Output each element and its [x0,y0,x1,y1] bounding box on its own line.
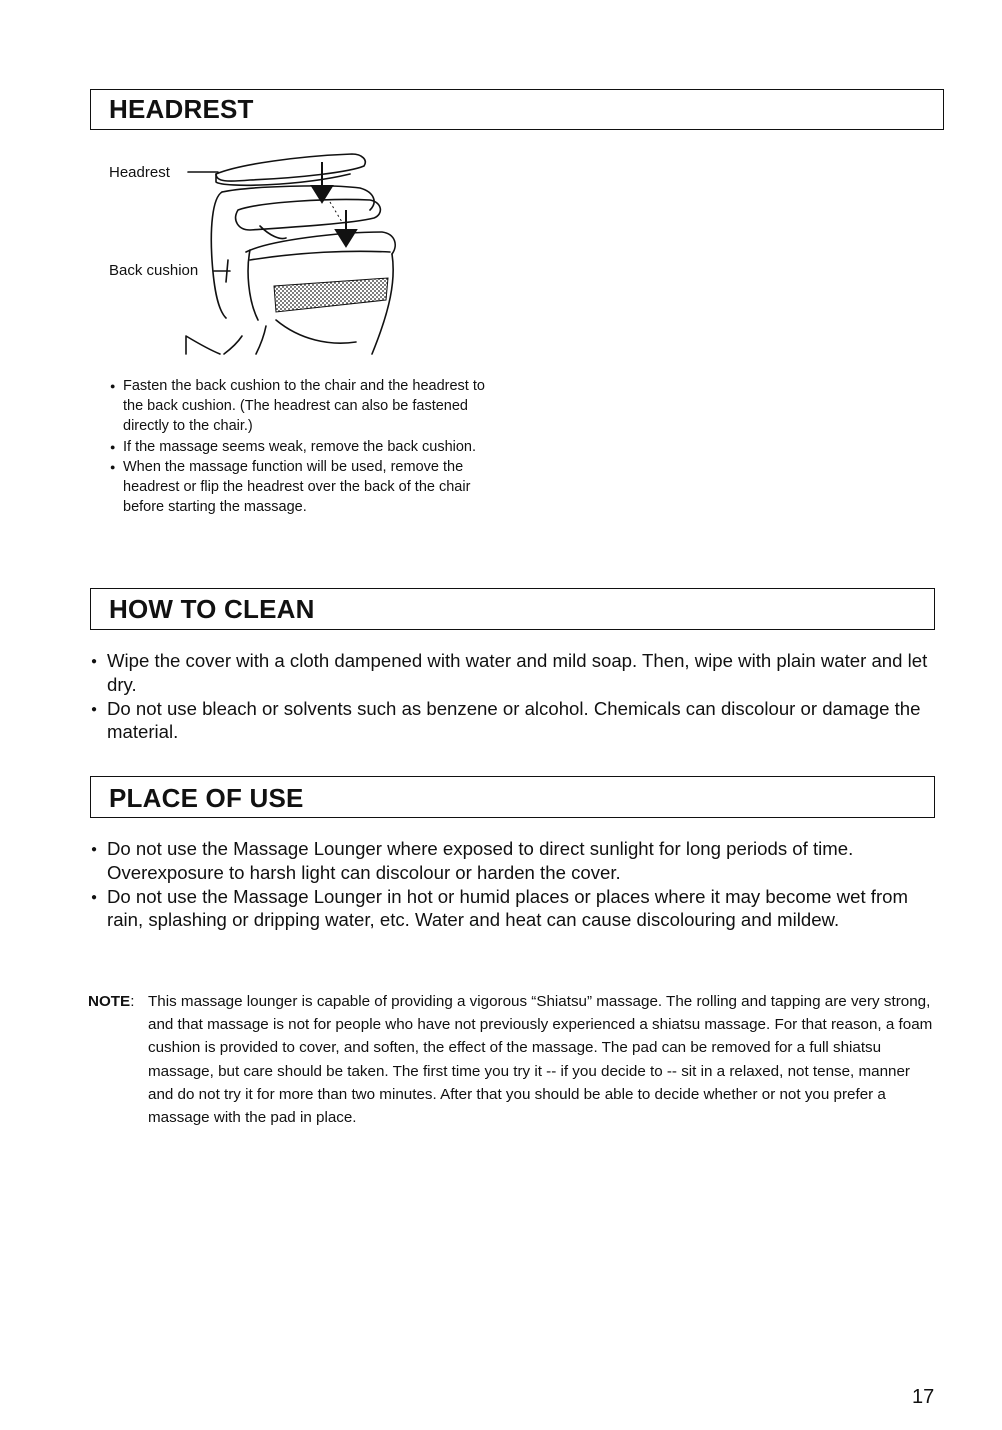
headrest-bullet-1: ● Fasten the back cushion to the chair and the headrest to the back cushion. (The headrest can also be fastened directly to the chair.) [108,376,508,437]
how-to-clean-section-header [90,588,935,630]
headrest-instructions [108,376,508,517]
back-cushion-label: Back cushion [109,262,199,279]
note-colon: : [130,993,135,1010]
place-of-use-section-header [90,776,935,818]
clean-bullet-1: ● Wipe the cover with a cloth dampened with water and mild soap. Then, wipe with plain water and let dry. [88,649,928,697]
headrest-section-header [90,89,944,130]
headrest-bullet-2: ● If the massage seems weak, remove the back cushion. [108,437,508,457]
place-bullet-2: ● Do not use the Massage Lounger in hot or humid places or places where it may become wet from rain, splashing or dripping water, etc. Water and heat can cause discolouring and mildew. [88,885,933,933]
note-label: NOTE [88,993,131,1010]
headrest-illustration [100,140,430,370]
place-of-use-instructions [88,837,933,932]
headrest-bullet-3: ● When the massage function will be used, remove the headrest or flip the headrest over the back of the chair before starting the massage. [108,457,508,518]
how-to-clean-instructions [88,649,928,744]
place-of-use-section-title: PLACE OF USE [109,783,304,813]
headrest-label: Headrest [109,164,170,181]
headrest-section-title: HEADREST [109,94,254,124]
how-to-clean-section-title: HOW TO CLEAN [109,594,315,624]
place-bullet-1: ● Do not use the Massage Lounger where exposed to direct sunlight for long periods of time. Overexposure to harsh light can discolour or harden the cover. [88,837,933,885]
note-text: This massage lounger is capable of providing a vigorous “Shiatsu” massage. The rolling and tapping are very strong, and that massage is not for people who have not previously experienced a shiatsu massage. For that reason, a foam cushion is provided to cover, and soften, the effect of the massage. The pad can be removed for a full shiatsu massage, but care should be taken. The first time you try it -- if you decide to -- sit in a relaxed, not tense, manner and do not try it for more than two minutes. After that you should be able to decide whether or not you prefer a massage with the pad in place. [148,993,933,1127]
page-number: 17 [912,1386,935,1408]
massage-note [88,990,938,1129]
clean-bullet-2: ● Do not use bleach or solvents such as benzene or alcohol. Chemicals can discolour or damage the material. [88,697,928,745]
